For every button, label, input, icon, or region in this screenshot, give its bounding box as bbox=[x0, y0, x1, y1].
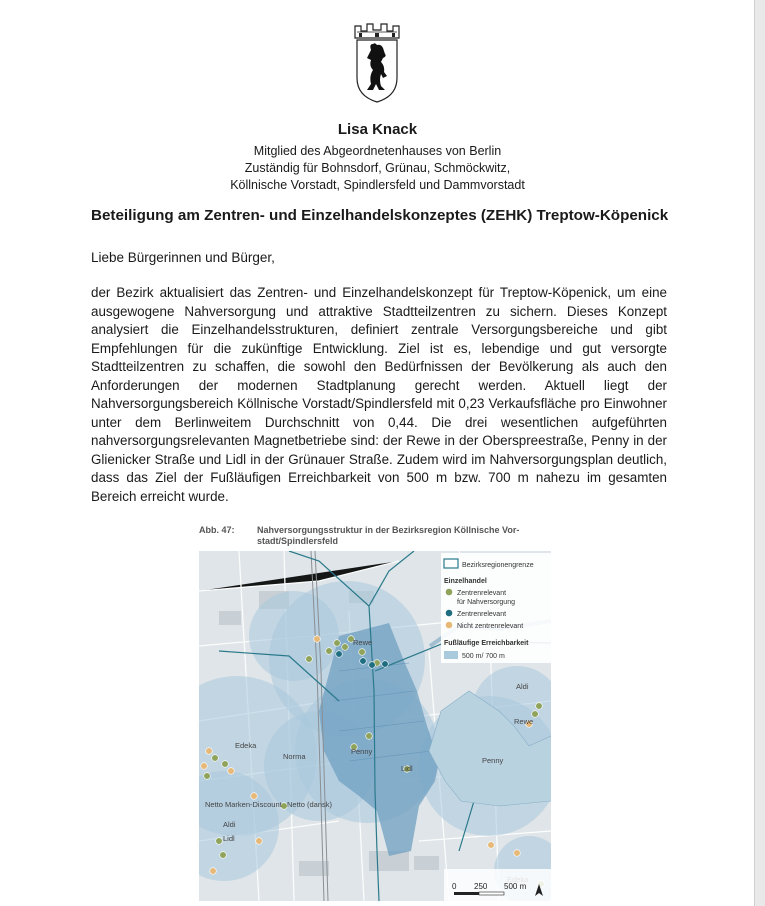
map-label-aldi-east: Aldi bbox=[516, 682, 529, 691]
legend-item1: Zentrenrelevant bbox=[457, 590, 507, 597]
map-label-netto-dansk: Netto (dansk) bbox=[287, 800, 333, 809]
legend-item3: Nicht zentrenrelevant bbox=[457, 623, 524, 630]
legend-item2: Zentrenrelevant bbox=[457, 611, 507, 618]
document-title: Beteiligung am Zentren- und Einzelhandelskonzeptes (ZEHK) Treptow-Köpenick bbox=[91, 207, 669, 224]
body-paragraph: der Bezirk aktualisiert das Zentren- und Einzelhandelskonzept für Treptow-Köpenick, um eine ausgewogene Nahversorgung und attraktive Stadtteilzentren zu sichern. Dieses Konzept analysiert die Einzelhandelsstrukturen, definiert zentrale Versorgungsbereiche und gibt Empfehlungen für die zukünftige Entwicklung. Ziel ist es, lebendige und gut versorgte Stadtteilzentren zu schaffen, die sowohl den Bedürfnissen der Bevölkerung als auch den Anforderungen der modernen Stadtplanung gerecht werden. Aktuell liegt der Nahversorgungsbereich Köllnische Vorstadt/Spindlersfeld mit 0,23 Verkaufsfläche pro Einwohner unter dem Berlinweitem Durchschnitt von 0,44. Die drei wesentlichen aufgeführten nahversorgungsrelevanten Magnetbetriebe sind: der Rewe in der Oberspreestraße, Penny in der Glienicker Straße und Lidl in der Grünauer Straße. Zudem wird im Nahversorgungsplan deutlich, dass das Ziel der Fußläufigen Erreichbarkeit von 500 m bzw. 700 m nahezu im gesamten Bereich erreicht wurde. bbox=[91, 285, 667, 504]
map-legend bbox=[441, 553, 551, 663]
legend-item1b: für Nahversorgung bbox=[457, 599, 515, 606]
scale-mid: 250 bbox=[474, 882, 488, 891]
map-label-penny-center: Penny bbox=[351, 747, 373, 756]
map-label-rewe: Rewe bbox=[353, 638, 373, 647]
map-label-netto: Netto Marken-Discount bbox=[205, 800, 282, 809]
greeting: Liebe Bürgerinnen und Bürger, bbox=[91, 250, 275, 265]
figure-caption-line2: stadt/Spindlersfeld bbox=[257, 536, 339, 546]
page-edge bbox=[754, 0, 765, 906]
author-name: Lisa Knack bbox=[337, 121, 418, 138]
map-label-lidl-west: Lidl bbox=[223, 834, 235, 843]
author-role-line3: Köllnische Vorstadt, Spindlersfeld und Dammvorstadt bbox=[230, 178, 525, 192]
author-role-line1: Mitglied des Abgeordnetenhauses von Berlin bbox=[253, 144, 502, 158]
legend-boundary: Bezirksregionengrenze bbox=[462, 562, 534, 569]
map-label-aldi-west: Aldi bbox=[223, 820, 236, 829]
author-role-line2: Zuständig für Bohnsdorf, Grünau, Schmöckwitz, bbox=[244, 161, 511, 175]
legend-reach: 500 m/ 700 m bbox=[462, 653, 505, 660]
figure-number: Abb. 47: bbox=[199, 525, 235, 535]
map-label-lidl-center: Lidl bbox=[401, 764, 413, 773]
map-figure bbox=[199, 551, 551, 901]
berlin-coat-of-arms-icon bbox=[351, 18, 403, 104]
scale-end: 500 m bbox=[504, 882, 527, 891]
figure-caption bbox=[199, 525, 559, 547]
map-label-norma: Norma bbox=[283, 752, 306, 761]
map-label-rewe-east: Rewe bbox=[514, 717, 534, 726]
scale-zero: 0 bbox=[452, 882, 457, 891]
legend-heading-reach: Fußläufige Erreichbarkeit bbox=[444, 640, 529, 647]
map-label-edeka: Edeka bbox=[235, 741, 257, 750]
map-label-penny-east: Penny bbox=[482, 756, 504, 765]
scale-bar bbox=[444, 869, 551, 901]
figure-caption-line1: Nahversorgungsstruktur in der Bezirksregion Köllnische Vor- bbox=[257, 525, 520, 535]
legend-heading-retail: Einzelhandel bbox=[444, 578, 487, 585]
